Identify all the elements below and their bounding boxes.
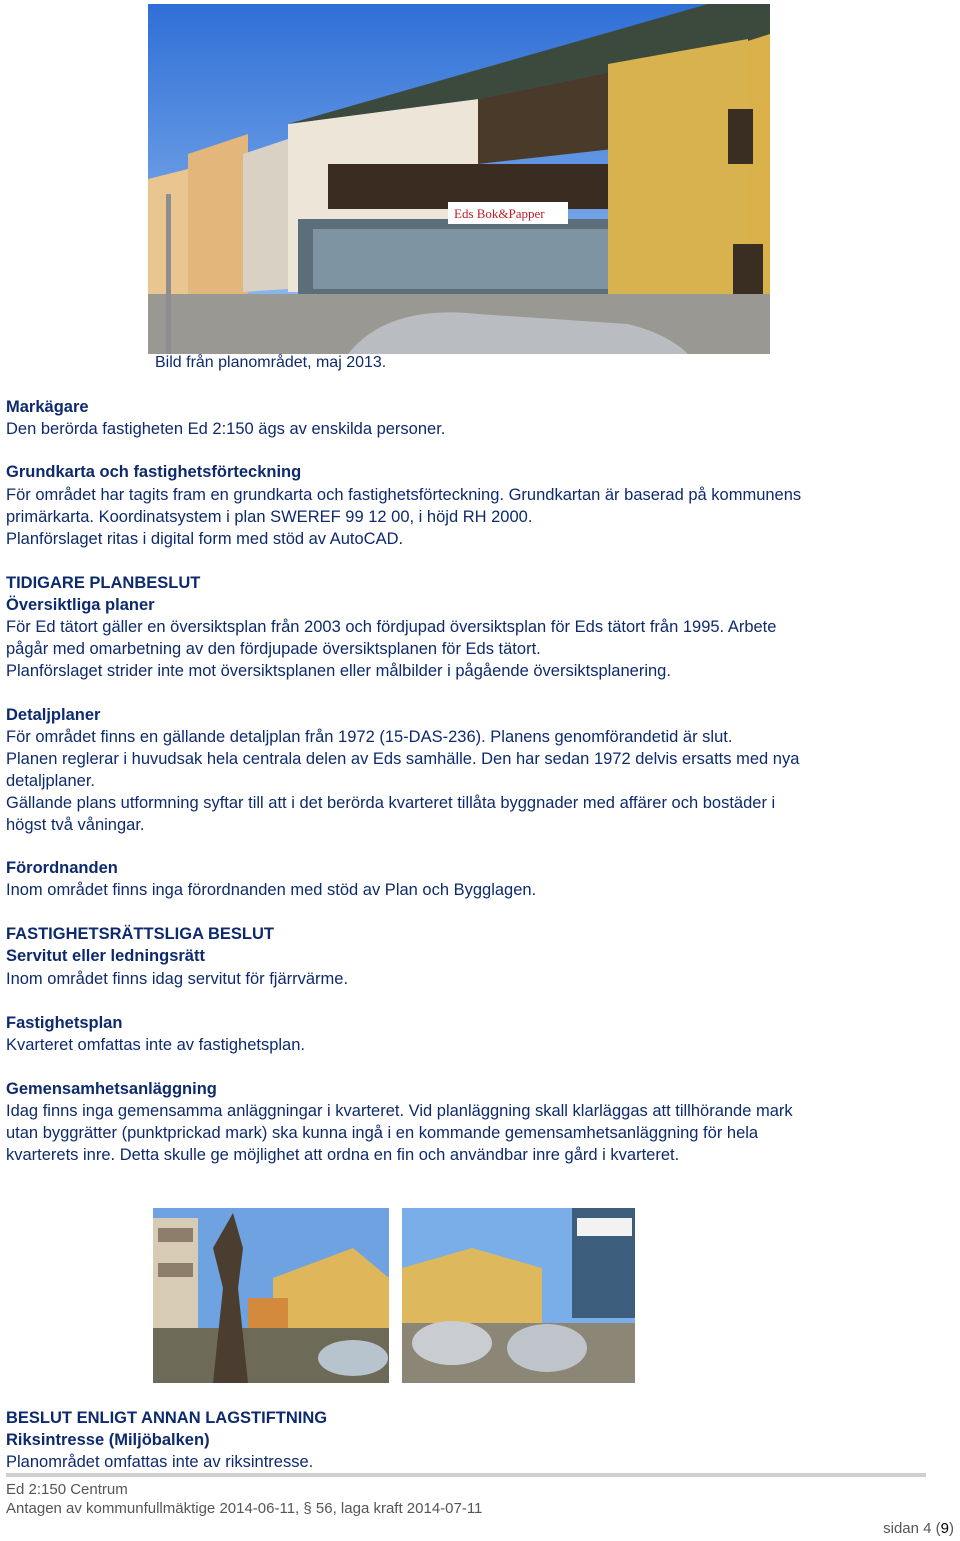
- courtyard-tree-photo-icon: [153, 1208, 389, 1383]
- building-photo: [148, 4, 770, 354]
- heading-forordnanden: Förordnanden: [6, 859, 118, 877]
- paragraph-line: Planen reglerar i huvudsak hela centrala delen av Eds samhälle. Den har sedan 1972 delvis ersatts med nya: [6, 750, 800, 768]
- footer-divider: [6, 1473, 926, 1477]
- building-photo-icon: [148, 4, 770, 354]
- heading-grundkarta: Grundkarta och fastighetsförteckning: [6, 463, 302, 481]
- paragraph-line: detaljplaner.: [6, 772, 95, 790]
- subheading-riksintresse: Riksintresse (Miljöbalken): [6, 1431, 210, 1449]
- heading-detaljplaner: Detaljplaner: [6, 706, 101, 724]
- paragraph-line: Inom området finns idag servitut för fjärrvärme.: [6, 970, 349, 988]
- page-total: 9: [940, 1520, 949, 1537]
- heading-fastighetsrattsliga-beslut: FASTIGHETSRÄTTSLIGA BESLUT: [6, 925, 274, 943]
- paragraph-line: Planområdet omfattas inte av riksintresse.: [6, 1453, 314, 1471]
- paragraph-line: primärkarta. Koordinatsystem i plan SWEREF 99 12 00, i höjd RH 2000.: [6, 508, 533, 526]
- paragraph-line: Den berörda fastigheten Ed 2:150 ägs av enskilda personer.: [6, 420, 446, 438]
- paragraph-line: Kvarteret omfattas inte av fastighetsplan.: [6, 1036, 305, 1054]
- paragraph-line: För Ed tätort gäller en översiktsplan från 2003 och fördjupad översiktsplan för Eds tätort från 1995. Arbete: [6, 618, 777, 636]
- heading-tidigare-planbeslut: TIDIGARE PLANBESLUT: [6, 574, 201, 592]
- photo-caption: Bild från planområdet, maj 2013.: [155, 354, 387, 371]
- page-number: [883, 1520, 954, 1537]
- paragraph-line: För området finns en gällande detaljplan från 1972 (15-DAS-236). Planens genomförandetid är slut.: [6, 728, 733, 746]
- footer-adopted: Antagen av kommunfullmäktige 2014-06-11, § 56, laga kraft 2014-07-11: [6, 1500, 483, 1517]
- page-label: sidan: [883, 1520, 919, 1537]
- paragraph-line: Inom området finns inga förordnanden med stöd av Plan och Bygglagen.: [6, 881, 537, 899]
- paragraph-line: För området har tagits fram en grundkarta och fastighetsförteckning. Grundkartan är baserad på kommunens: [6, 486, 802, 504]
- svg-text:Eds Bok&Papper: Eds Bok&Papper: [454, 206, 545, 221]
- heading-beslut-annan-lagstiftning: BESLUT ENLIGT ANNAN LAGSTIFTNING: [6, 1409, 328, 1427]
- paragraph-line: utan byggrätter (punktprickad mark) ska kunna ingå i en kommande gemensamhetsanläggning för hela: [6, 1124, 759, 1142]
- paragraph-line: Planförslaget strider inte mot översiktsplanen eller målbilder i pågående översiktsplanering.: [6, 662, 671, 680]
- heading-markagare: Markägare: [6, 398, 89, 416]
- paragraph-line: Planförslaget ritas i digital form med stöd av AutoCAD.: [6, 530, 404, 548]
- subheading-oversiktliga-planer: Översiktliga planer: [6, 596, 155, 614]
- page-current: 4: [923, 1520, 932, 1537]
- courtyard-tree-photo: [153, 1208, 389, 1383]
- paragraph-line: högst två våningar.: [6, 816, 145, 834]
- footer-title: Ed 2:150 Centrum: [6, 1481, 128, 1498]
- page-bracket-close: ): [949, 1520, 954, 1537]
- paragraph-line: pågår med omarbetning av den fördjupade översiktsplanen för Eds tätort.: [6, 640, 541, 658]
- paragraph-line: Gällande plans utformning syftar till att i det berörda kvarteret tillåta byggnader med affärer och bostäder i: [6, 794, 776, 812]
- paragraph-line: Idag finns inga gemensamma anläggningar i kvarteret. Vid planläggning skall klarläggas att tillhörande mark: [6, 1102, 793, 1120]
- heading-gemensamhetsanlaggning: Gemensamhetsanläggning: [6, 1080, 217, 1098]
- courtyard-cars-photo-icon: [402, 1208, 635, 1383]
- subheading-servitut: Servitut eller ledningsrätt: [6, 947, 205, 965]
- paragraph-line: kvarterets inre. Detta skulle ge möjlighet att ordna en fin och användbar inre gård i kvarteret.: [6, 1146, 680, 1164]
- courtyard-cars-photo: [402, 1208, 635, 1383]
- page-bracket-open: (: [935, 1520, 941, 1537]
- heading-fastighetsplan: Fastighetsplan: [6, 1014, 123, 1032]
